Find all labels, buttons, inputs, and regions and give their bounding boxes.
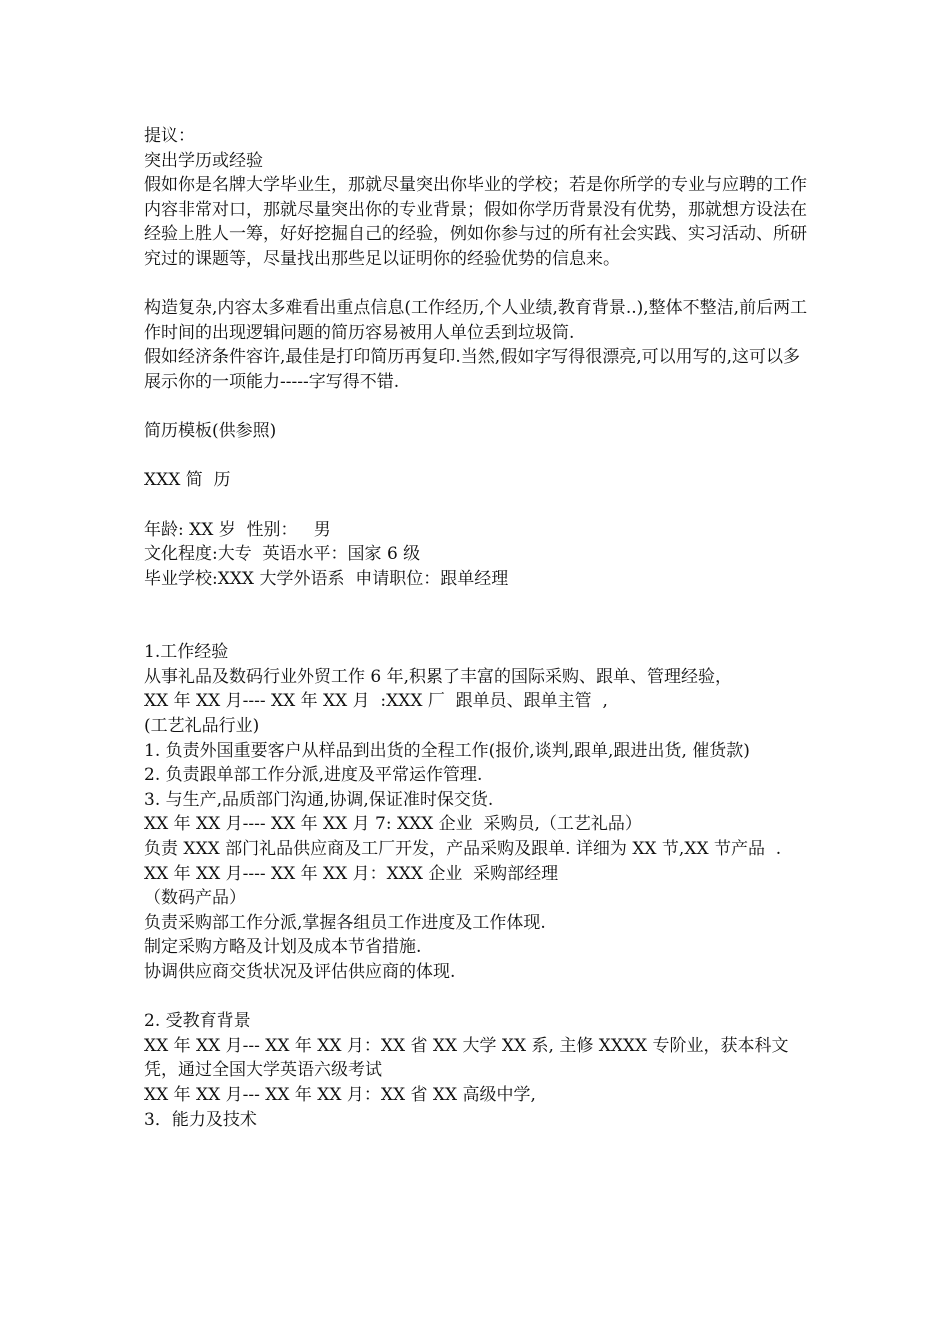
work-line: XX 年 XX 月---- XX 年 XX 月：XXX 企业 采购部经理 [144, 863, 559, 884]
spacer [144, 272, 814, 297]
work-line: XX 年 XX 月---- XX 年 XX 月 :XXX 厂 跟单员、跟单主管 , [144, 691, 608, 712]
work-line: 制定采购方略及计划及成本节省措施. [144, 937, 422, 958]
document-body [144, 124, 814, 1132]
highlight-body: 假如你是名牌大学毕业生，那就尽量突出你毕业的学校；若是你所学的专业与应聘的工作内容非常对口，那就尽量突出你的专业背景；假如你学历背景没有优势，那就想方设法在经验上胜人一筹，好好挖掘自己的经验，例如你参与过的所有社会实践、实习活动、所研究过的课题等，尽量找出那些足以证明你的经验优势的信息来。 [144, 175, 807, 269]
work-line: 2. 负责跟单部工作分派,进度及平常运作管理. [144, 765, 483, 786]
info-line-education-english: 文化程度:大专 英语水平：国家 6 级 [144, 544, 421, 565]
suggest-title: 提议： [144, 126, 195, 146]
info-line-school-position: 毕业学校:XXX 大学外语系 申请职位：跟单经理 [144, 568, 509, 589]
spacer [144, 395, 814, 420]
work-line: 3. 与生产,品质部门沟通,协调,保证准时保交货. [144, 789, 494, 810]
skills-heading: 3．能力及技术 [144, 1109, 257, 1130]
info-line-age-gender: 年龄: XX 岁 性别： 男 [144, 519, 331, 540]
education-line: XX 年 XX 月--- XX 年 XX 月：XX 省 XX 大学 XX 系, 主修 XXXX 专阶业，获本科文凭，通过全国大学英语六级考试 [144, 1035, 789, 1081]
spacer [144, 591, 814, 640]
work-heading: 1.工作经验 [144, 642, 229, 663]
work-line: 协调供应商交货状况及评估供应商的体现. [144, 962, 456, 982]
work-line: 从事礼品及数码行业外贸工作 6 年,积累了丰富的国际采购、跟单、管理经验， [144, 666, 733, 687]
work-line: 负责 XXX 部门礼品供应商及工厂开发，产品采购及跟单. 详细为 XX 节,XX 节产品 . [144, 839, 782, 860]
print-paragraph: 假如经济条件容许,最佳是打印简历再复印.当然,假如字写得很漂亮,可以用写的,这可以多展示你的一项能力-----字写得不错. [144, 347, 801, 392]
work-line: 1. 负责外国重要客户从样品到出货的全程工作(报价,谈判,跟单,跟进出货, 催货款) [144, 740, 750, 761]
education-heading: 2. 受教育背景 [144, 1011, 251, 1032]
template-title: 简历模板(供参照) [144, 421, 277, 442]
resume-title: XXX 简 历 [144, 470, 231, 491]
spacer [144, 444, 814, 469]
spacer [144, 493, 814, 518]
structure-paragraph: 构造复杂,内容太多难看出重点信息(工作经历,个人业绩,教育背景..),整体不整洁,前后两工作时间的出现逻辑问题的简历容易被用人单位丢到垃圾筒. [144, 298, 808, 343]
spacer [144, 985, 814, 1010]
highlight-title: 突出学历或经验 [144, 150, 263, 171]
work-line: （数码产品） [144, 888, 246, 909]
education-line: XX 年 XX 月--- XX 年 XX 月：XX 省 XX 高级中学, [144, 1084, 536, 1105]
work-line: XX 年 XX 月---- XX 年 XX 月 7: XXX 企业 采购员,（工艺礼品） [144, 814, 642, 835]
work-line: (工艺礼品行业) [144, 716, 260, 737]
work-line: 负责采购部工作分派,掌握各组员工作进度及工作体现. [144, 912, 546, 933]
